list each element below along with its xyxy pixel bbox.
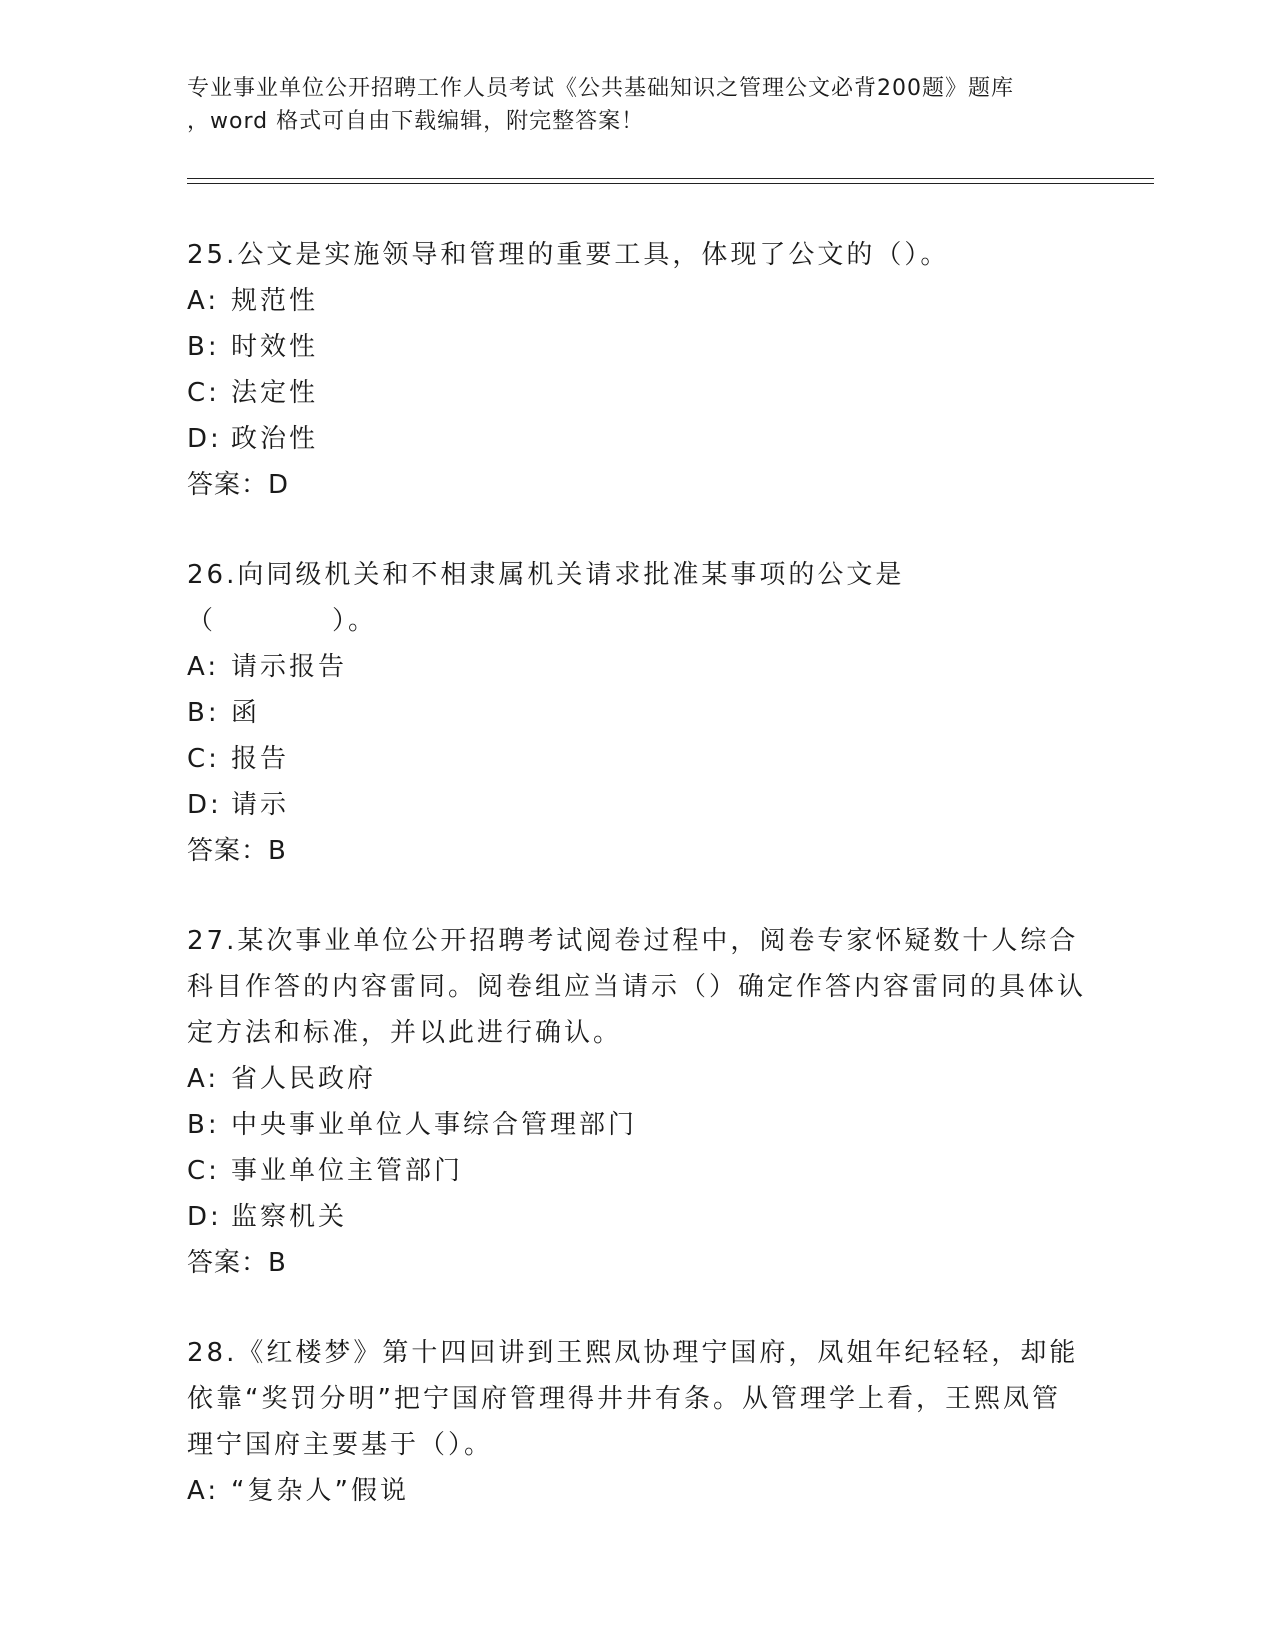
- option-key: A:: [187, 1064, 220, 1094]
- option-text: 法定性: [231, 378, 319, 408]
- option-c: [187, 736, 1087, 782]
- header-divider-bottom: [187, 183, 1154, 184]
- option-text: 函: [231, 698, 261, 728]
- option-d: [187, 1194, 1087, 1240]
- header-divider-top: [187, 178, 1154, 179]
- document-header: [187, 72, 1087, 138]
- option-b: [187, 690, 1087, 736]
- question-25: [187, 232, 1087, 508]
- option-key: D:: [187, 1202, 222, 1232]
- option-text: 请示: [231, 790, 290, 820]
- header-title-line: 专业事业单位公开招聘工作人员考试《公共基础知识之管理公文必背200题》题库: [187, 76, 1014, 101]
- option-text: 请示报告: [231, 652, 348, 682]
- option-key: A:: [187, 1476, 220, 1506]
- option-text: 省人民政府: [231, 1064, 377, 1094]
- option-key: B:: [187, 1110, 220, 1140]
- option-key: D:: [187, 790, 222, 820]
- option-text: 报告: [231, 744, 290, 774]
- option-text: 政治性: [231, 424, 319, 454]
- question-stem: 27.某次事业单位公开招聘考试阅卷过程中，阅卷专家怀疑数十人综合科目作答的内容雷同。阅卷组应当请示（）确定作答内容雷同的具体认定方法和标准，并以此进行确认。: [187, 926, 1087, 1048]
- option-a: [187, 1056, 1087, 1102]
- option-a: [187, 1468, 1087, 1514]
- option-text: “复杂人”假说: [231, 1476, 409, 1506]
- option-c: [187, 1148, 1087, 1194]
- option-b: [187, 324, 1087, 370]
- option-key: B:: [187, 332, 220, 362]
- option-a: [187, 644, 1087, 690]
- option-key: C:: [187, 378, 220, 408]
- option-key: C:: [187, 1156, 220, 1186]
- option-b: [187, 1102, 1087, 1148]
- option-a: [187, 278, 1087, 324]
- option-text: 时效性: [231, 332, 319, 362]
- option-text: 事业单位主管部门: [231, 1156, 464, 1186]
- option-key: A:: [187, 652, 220, 682]
- option-text: 规范性: [231, 286, 319, 316]
- question-stem: 26.向同级机关和不相隶属机关请求批准某事项的公文是（ ）。: [187, 560, 905, 636]
- question-28: [187, 1330, 1087, 1514]
- question-list: [187, 232, 1087, 1558]
- option-d: [187, 416, 1087, 462]
- question-26: [187, 552, 1087, 874]
- option-key: D:: [187, 424, 222, 454]
- question-27: [187, 918, 1087, 1286]
- answer-line: 答案：B: [187, 836, 287, 866]
- option-text: 中央事业单位人事综合管理部门: [231, 1110, 638, 1140]
- answer-line: 答案：D: [187, 470, 290, 500]
- option-text: 监察机关: [231, 1202, 348, 1232]
- question-stem: 25.公文是实施领导和管理的重要工具，体现了公文的（）。: [187, 240, 950, 270]
- question-stem: 28.《红楼梦》第十四回讲到王熙凤协理宁国府，凤姐年纪轻轻，却能依靠“奖罚分明”把宁国府管理得井井有条。从管理学上看，王熙凤管理宁国府主要基于（）。: [187, 1338, 1079, 1460]
- header-subtitle-line: ，word 格式可自由下载编辑，附完整答案！: [187, 109, 645, 134]
- option-c: [187, 370, 1087, 416]
- option-key: A:: [187, 286, 220, 316]
- option-key: B:: [187, 698, 220, 728]
- option-key: C:: [187, 744, 220, 774]
- answer-line: 答案：B: [187, 1248, 287, 1278]
- option-d: [187, 782, 1087, 828]
